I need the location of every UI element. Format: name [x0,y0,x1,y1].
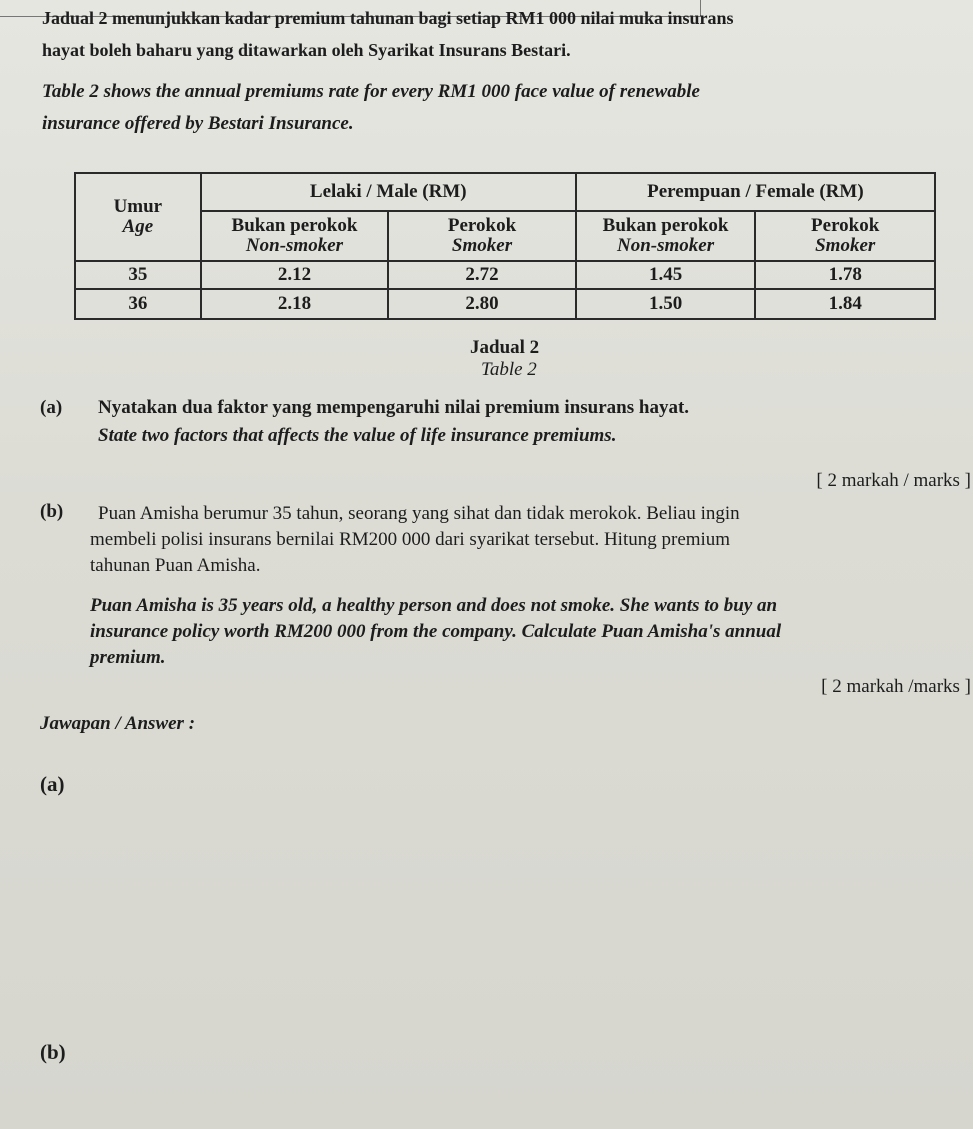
question-b-malay-line2: membeli polisi insurans bernilai RM200 000 dari syarikat tersebut. Hitung premium [90,529,731,550]
female-non-smoker-cell: 1.50 [576,289,756,319]
question-b-english-line3: premium. [90,647,166,668]
male-smoker-header: Perokok Smoker [388,211,576,261]
question-b-malay-line3: tahunan Puan Amisha. [90,555,261,576]
female-smoker-cell: 1.78 [755,261,935,289]
question-a-english: State two factors that affects the value of life insurance premiums. [98,425,617,446]
age-cell: 35 [75,261,201,289]
question-a-label: (a) [40,397,63,418]
question-b-marks: [ 2 markah /marks ] [821,676,971,697]
female-non-smoker-cell: 1.45 [576,261,756,289]
table-row [75,261,935,289]
intro-english-line1: Table 2 shows the annual premiums rate for every RM1 000 face value of renewable [42,81,700,102]
question-b-malay-line1: Puan Amisha berumur 35 tahun, seorang yang sihat dan tidak merokok. Beliau ingin [98,503,740,524]
male-non-smoker-cell: 2.18 [201,289,389,319]
female-smoker-cell: 1.84 [755,289,935,319]
male-smoker-cell: 2.80 [388,289,576,319]
male-non-smoker-header: Bukan perokok Non-smoker [201,211,389,261]
intro-english-line2: insurance offered by Bestari Insurance. [42,113,354,134]
question-b-label: (b) [40,501,64,522]
answer-b-label: (b) [40,1040,66,1064]
male-smoker-cell: 2.72 [388,261,576,289]
answer-heading: Jawapan / Answer : [40,713,196,734]
age-cell: 36 [75,289,201,319]
male-non-smoker-cell: 2.12 [201,261,389,289]
female-non-smoker-header: Bukan perokok Non-smoker [576,211,756,261]
age-header: Umur Age [75,173,201,261]
intro-malay-line2: hayat boleh baharu yang ditawarkan oleh Syarikat Insurans Bestari. [42,40,571,60]
question-a-marks: [ 2 markah / marks ] [816,470,971,491]
male-header: Lelaki / Male (RM) [201,173,576,211]
female-smoker-header: Perokok Smoker [755,211,935,261]
table-caption-malay: Jadual 2 [470,337,540,358]
question-b-english-line2: insurance policy worth RM200 000 from the company. Calculate Puan Amisha's annual [90,621,782,642]
intro-malay-line1: Jadual 2 menunjukkan kadar premium tahunan bagi setiap RM1 000 nilai muka insurans [42,8,734,28]
premium-rate-table [74,172,936,320]
question-a-malay: Nyatakan dua faktor yang mempengaruhi nilai premium insurans hayat. [98,397,690,418]
question-b-english-line1: Puan Amisha is 35 years old, a healthy person and does not smoke. She wants to buy an [90,595,778,616]
female-header: Perempuan / Female (RM) [576,173,935,211]
answer-a-label: (a) [40,772,65,796]
table-row [75,289,935,319]
table-caption-english: Table 2 [481,359,537,380]
